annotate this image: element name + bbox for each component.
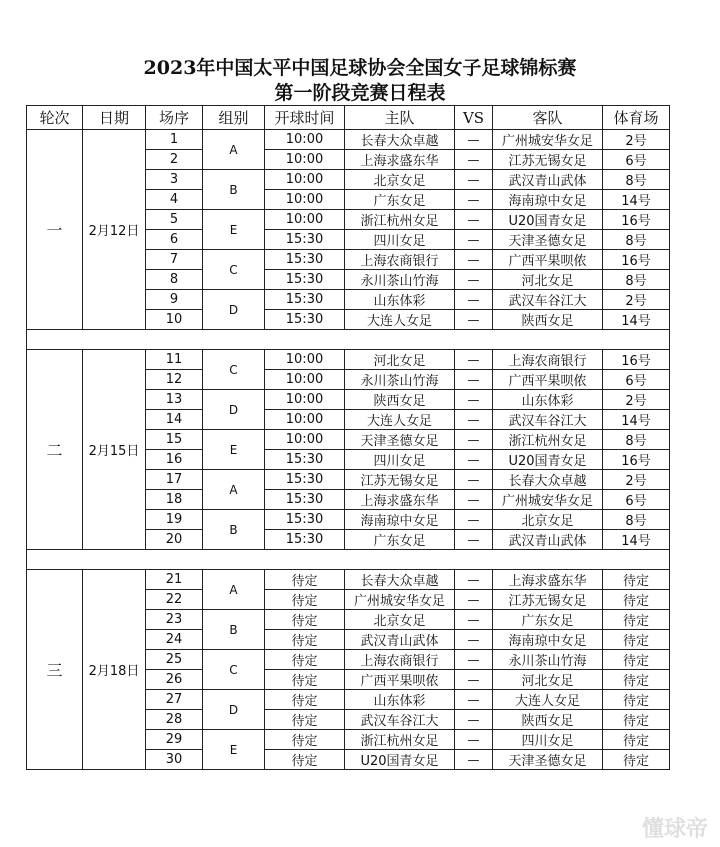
kickoff-time: 15:30 <box>265 270 345 290</box>
stadium: 8号 <box>603 170 670 190</box>
away-team: 长春大众卓越 <box>493 470 603 490</box>
schedule-body <box>27 130 670 770</box>
kickoff-time: 待定 <box>265 730 345 750</box>
round-label: 三 <box>27 570 83 770</box>
vs-dash: — <box>455 590 493 610</box>
home-team: 山东体彩 <box>345 690 455 710</box>
kickoff-time: 15:30 <box>265 250 345 270</box>
kickoff-time: 10:00 <box>265 350 345 370</box>
home-team: 上海农商银行 <box>345 250 455 270</box>
away-team: 上海求盛东华 <box>493 570 603 590</box>
group-label: A <box>203 130 265 170</box>
kickoff-time: 15:30 <box>265 310 345 330</box>
vs-dash: — <box>455 190 493 210</box>
match-number: 16 <box>146 450 203 470</box>
stadium: 待定 <box>603 570 670 590</box>
home-team: 江苏无锡女足 <box>345 470 455 490</box>
group-label: E <box>203 730 265 770</box>
group-label: C <box>203 650 265 690</box>
vs-dash: — <box>455 670 493 690</box>
group-label: C <box>203 350 265 390</box>
home-team: 广州城安华女足 <box>345 590 455 610</box>
match-number: 23 <box>146 610 203 630</box>
group-label: B <box>203 610 265 650</box>
vs-dash: — <box>455 630 493 650</box>
match-number: 1 <box>146 130 203 150</box>
kickoff-time: 待定 <box>265 650 345 670</box>
stadium: 待定 <box>603 630 670 650</box>
round-separator <box>27 550 670 570</box>
match-date: 2月12日 <box>83 130 146 330</box>
match-number: 3 <box>146 170 203 190</box>
stadium: 6号 <box>603 490 670 510</box>
away-team: 山东体彩 <box>493 390 603 410</box>
kickoff-time: 10:00 <box>265 370 345 390</box>
kickoff-time: 待定 <box>265 590 345 610</box>
stadium: 6号 <box>603 150 670 170</box>
schedule-table <box>26 105 670 770</box>
kickoff-time: 待定 <box>265 670 345 690</box>
vs-dash: — <box>455 750 493 770</box>
vs-dash: — <box>455 410 493 430</box>
stadium: 2号 <box>603 470 670 490</box>
vs-dash: — <box>455 390 493 410</box>
away-team: 武汉青山武体 <box>493 530 603 550</box>
away-team: U20国青女足 <box>493 450 603 470</box>
header-round: 轮次 <box>27 106 83 130</box>
stadium: 14号 <box>603 190 670 210</box>
vs-dash: — <box>455 570 493 590</box>
kickoff-time: 10:00 <box>265 430 345 450</box>
group-label: D <box>203 690 265 730</box>
home-team: 广东女足 <box>345 190 455 210</box>
group-label: A <box>203 570 265 610</box>
kickoff-time: 10:00 <box>265 410 345 430</box>
stadium: 待定 <box>603 710 670 730</box>
match-row <box>27 350 670 370</box>
vs-dash: — <box>455 710 493 730</box>
match-number: 9 <box>146 290 203 310</box>
home-team: U20国青女足 <box>345 750 455 770</box>
home-team: 北京女足 <box>345 170 455 190</box>
vs-dash: — <box>455 350 493 370</box>
stadium: 2号 <box>603 130 670 150</box>
vs-dash: — <box>455 210 493 230</box>
away-team: 陕西女足 <box>493 310 603 330</box>
kickoff-time: 10:00 <box>265 390 345 410</box>
group-label: B <box>203 510 265 550</box>
stadium: 14号 <box>603 310 670 330</box>
kickoff-time: 10:00 <box>265 210 345 230</box>
vs-dash: — <box>455 450 493 470</box>
match-number: 14 <box>146 410 203 430</box>
away-team: 广州城安华女足 <box>493 130 603 150</box>
away-team: 河北女足 <box>493 270 603 290</box>
vs-dash: — <box>455 150 493 170</box>
match-number: 12 <box>146 370 203 390</box>
kickoff-time: 待定 <box>265 630 345 650</box>
away-team: 广西平果呗侬 <box>493 250 603 270</box>
page-title: 2023年中国太平中国足球协会全国女子足球锦标赛 <box>143 57 577 79</box>
vs-dash: — <box>455 250 493 270</box>
header-home: 主队 <box>345 106 455 130</box>
match-number: 8 <box>146 270 203 290</box>
header-stadium: 体育场 <box>603 106 670 130</box>
stadium: 14号 <box>603 410 670 430</box>
vs-dash: — <box>455 650 493 670</box>
match-number: 5 <box>146 210 203 230</box>
stadium: 2号 <box>603 390 670 410</box>
match-number: 26 <box>146 670 203 690</box>
vs-dash: — <box>455 310 493 330</box>
vs-dash: — <box>455 230 493 250</box>
match-number: 22 <box>146 590 203 610</box>
away-team: 广州城安华女足 <box>493 490 603 510</box>
home-team: 武汉青山武体 <box>345 630 455 650</box>
group-label: A <box>203 470 265 510</box>
kickoff-time: 15:30 <box>265 530 345 550</box>
match-number: 17 <box>146 470 203 490</box>
kickoff-time: 15:30 <box>265 450 345 470</box>
match-number: 11 <box>146 350 203 370</box>
vs-dash: — <box>455 370 493 390</box>
home-team: 广东女足 <box>345 530 455 550</box>
watermark-logo: 懂球帝 <box>641 817 708 842</box>
away-team: 武汉车谷江大 <box>493 290 603 310</box>
home-team: 大连人女足 <box>345 410 455 430</box>
match-number: 15 <box>146 430 203 450</box>
header-match-no: 场序 <box>146 106 203 130</box>
vs-dash: — <box>455 530 493 550</box>
stadium: 待定 <box>603 670 670 690</box>
away-team: 天津圣德女足 <box>493 230 603 250</box>
stadium: 16号 <box>603 450 670 470</box>
away-team: 海南琼中女足 <box>493 630 603 650</box>
vs-dash: — <box>455 170 493 190</box>
away-team: 河北女足 <box>493 670 603 690</box>
match-row <box>27 570 670 590</box>
vs-dash: — <box>455 510 493 530</box>
match-number: 30 <box>146 750 203 770</box>
match-row <box>27 130 670 150</box>
home-team: 北京女足 <box>345 610 455 630</box>
separator-cell <box>27 550 670 570</box>
separator-cell <box>27 330 670 350</box>
group-label: E <box>203 430 265 470</box>
home-team: 武汉车谷江大 <box>345 710 455 730</box>
vs-dash: — <box>455 130 493 150</box>
stadium: 16号 <box>603 250 670 270</box>
header-group: 组别 <box>203 106 265 130</box>
vs-dash: — <box>455 290 493 310</box>
away-team: 广西平果呗侬 <box>493 370 603 390</box>
kickoff-time: 15:30 <box>265 490 345 510</box>
stadium: 14号 <box>603 530 670 550</box>
away-team: 大连人女足 <box>493 690 603 710</box>
stadium: 16号 <box>603 350 670 370</box>
kickoff-time: 15:30 <box>265 230 345 250</box>
home-team: 浙江杭州女足 <box>345 730 455 750</box>
match-number: 21 <box>146 570 203 590</box>
match-number: 27 <box>146 690 203 710</box>
stadium: 2号 <box>603 290 670 310</box>
kickoff-time: 待定 <box>265 610 345 630</box>
match-number: 13 <box>146 390 203 410</box>
stadium: 8号 <box>603 510 670 530</box>
stadium: 6号 <box>603 370 670 390</box>
kickoff-time: 10:00 <box>265 130 345 150</box>
home-team: 永川茶山竹海 <box>345 370 455 390</box>
home-team: 浙江杭州女足 <box>345 210 455 230</box>
stadium: 待定 <box>603 750 670 770</box>
away-team: 北京女足 <box>493 510 603 530</box>
stadium: 待定 <box>603 690 670 710</box>
home-team: 永川茶山竹海 <box>345 270 455 290</box>
away-team: 江苏无锡女足 <box>493 150 603 170</box>
away-team: 上海农商银行 <box>493 350 603 370</box>
away-team: 陕西女足 <box>493 710 603 730</box>
match-number: 2 <box>146 150 203 170</box>
round-separator <box>27 330 670 350</box>
home-team: 上海求盛东华 <box>345 150 455 170</box>
away-team: U20国青女足 <box>493 210 603 230</box>
home-team: 陕西女足 <box>345 390 455 410</box>
round-label: 二 <box>27 350 83 550</box>
match-number: 28 <box>146 710 203 730</box>
away-team: 海南琼中女足 <box>493 190 603 210</box>
round-label: 一 <box>27 130 83 330</box>
home-team: 大连人女足 <box>345 310 455 330</box>
kickoff-time: 10:00 <box>265 170 345 190</box>
away-team: 四川女足 <box>493 730 603 750</box>
match-number: 10 <box>146 310 203 330</box>
away-team: 武汉青山武体 <box>493 170 603 190</box>
header-vs: VS <box>455 106 493 130</box>
home-team: 广西平果呗侬 <box>345 670 455 690</box>
stadium: 待定 <box>603 650 670 670</box>
vs-dash: — <box>455 430 493 450</box>
kickoff-time: 待定 <box>265 710 345 730</box>
stadium: 8号 <box>603 270 670 290</box>
kickoff-time: 待定 <box>265 750 345 770</box>
stadium: 待定 <box>603 610 670 630</box>
home-team: 上海农商银行 <box>345 650 455 670</box>
match-number: 25 <box>146 650 203 670</box>
away-team: 永川茶山竹海 <box>493 650 603 670</box>
stadium: 8号 <box>603 430 670 450</box>
home-team: 长春大众卓越 <box>345 130 455 150</box>
kickoff-time: 待定 <box>265 570 345 590</box>
match-date: 2月18日 <box>83 570 146 770</box>
kickoff-time: 10:00 <box>265 190 345 210</box>
group-label: E <box>203 210 265 250</box>
group-label: D <box>203 290 265 330</box>
match-date: 2月15日 <box>83 350 146 550</box>
stadium: 待定 <box>603 590 670 610</box>
page-subtitle: 第一阶段竞赛日程表 <box>274 82 446 104</box>
away-team: 广东女足 <box>493 610 603 630</box>
group-label: C <box>203 250 265 290</box>
match-number: 29 <box>146 730 203 750</box>
match-number: 6 <box>146 230 203 250</box>
home-team: 上海求盛东华 <box>345 490 455 510</box>
home-team: 海南琼中女足 <box>345 510 455 530</box>
home-team: 长春大众卓越 <box>345 570 455 590</box>
match-number: 24 <box>146 630 203 650</box>
kickoff-time: 15:30 <box>265 510 345 530</box>
vs-dash: — <box>455 470 493 490</box>
stadium: 8号 <box>603 230 670 250</box>
group-label: B <box>203 170 265 210</box>
stadium: 待定 <box>603 730 670 750</box>
match-number: 7 <box>146 250 203 270</box>
kickoff-time: 待定 <box>265 690 345 710</box>
vs-dash: — <box>455 610 493 630</box>
match-number: 19 <box>146 510 203 530</box>
match-number: 18 <box>146 490 203 510</box>
vs-dash: — <box>455 270 493 290</box>
group-label: D <box>203 390 265 430</box>
kickoff-time: 10:00 <box>265 150 345 170</box>
home-team: 天津圣德女足 <box>345 430 455 450</box>
vs-dash: — <box>455 730 493 750</box>
home-team: 河北女足 <box>345 350 455 370</box>
kickoff-time: 15:30 <box>265 290 345 310</box>
home-team: 四川女足 <box>345 230 455 250</box>
kickoff-time: 15:30 <box>265 470 345 490</box>
vs-dash: — <box>455 690 493 710</box>
header-row <box>27 106 670 130</box>
match-number: 20 <box>146 530 203 550</box>
match-number: 4 <box>146 190 203 210</box>
away-team: 浙江杭州女足 <box>493 430 603 450</box>
home-team: 山东体彩 <box>345 290 455 310</box>
away-team: 江苏无锡女足 <box>493 590 603 610</box>
vs-dash: — <box>455 490 493 510</box>
away-team: 武汉车谷江大 <box>493 410 603 430</box>
header-away: 客队 <box>493 106 603 130</box>
header-date: 日期 <box>83 106 146 130</box>
away-team: 天津圣德女足 <box>493 750 603 770</box>
header-kickoff: 开球时间 <box>265 106 345 130</box>
home-team: 四川女足 <box>345 450 455 470</box>
stadium: 16号 <box>603 210 670 230</box>
